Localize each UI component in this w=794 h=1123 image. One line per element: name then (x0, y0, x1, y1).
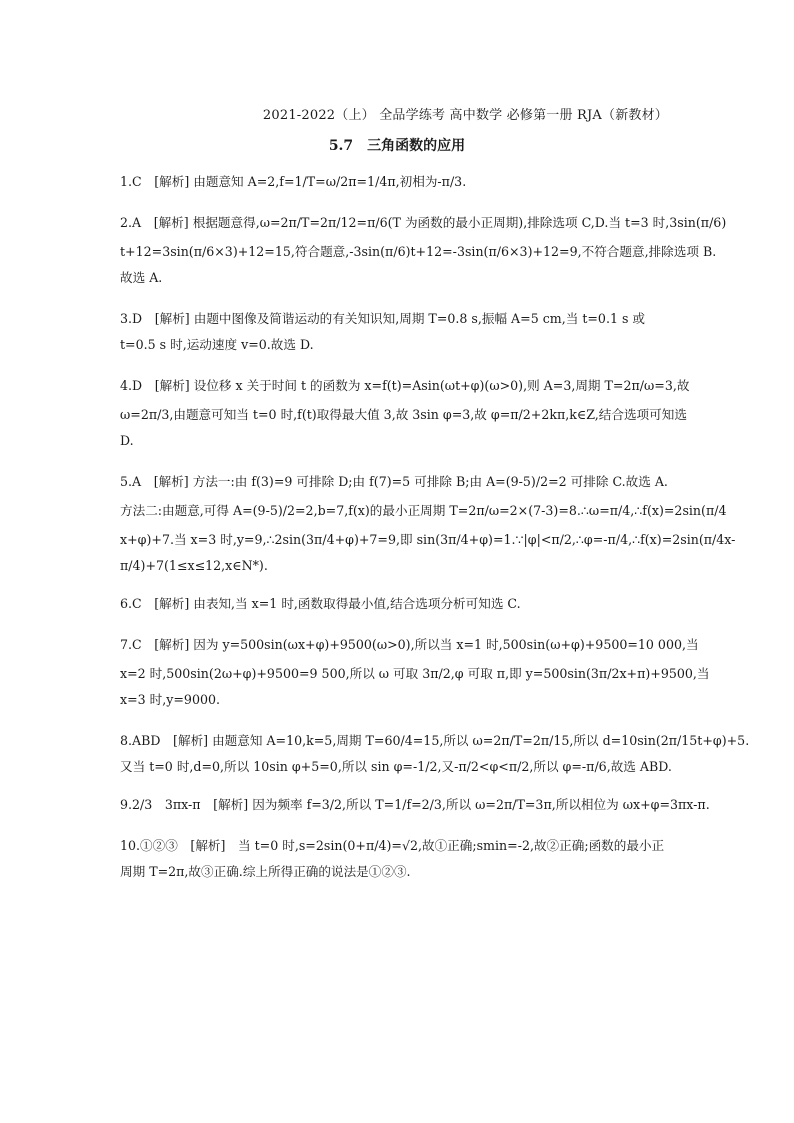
answer-line: 3.D [解析] 由题中图像及简谐运动的有关知识知,周期 T=0.8 s,振幅 A=5 cm,当 t=0.1 s 或 (120, 311, 646, 326)
answer-line: π/4)+7(1≤x≤12,x∈N*). (120, 558, 268, 573)
answer-item-10 (120, 831, 678, 884)
running-header: 2021-2022（上） 全品学练考 高中数学 必修第一册 RJA（新教材） (262, 108, 668, 123)
answer-line: 8.ABD [解析] 由题意知 A=10,k=5,周期 T=60/4=15,所以 ω=2π/T=2π/15,所以 d=10sin(2π/15t+φ)+5. (120, 733, 750, 748)
answer-line: 5.A [解析] 方法一:由 f(3)=9 可排除 D;由 f(7)=5 可排除 B;由 A=(9-5)/2=2 可排除 C.故选 A. (120, 474, 668, 489)
answer-line: 4.D [解析] 设位移 x 关于时间 t 的函数为 x=f(t)=Asin(ωt+φ)(ω>0),则 A=3,周期 T=2π/ω=3,故 (120, 378, 690, 393)
answer-line: 方法二:由题意,可得 A=(9-5)/2=2,b=7,f(x)的最小正周期 T=2π/ω=2×(7-3)=8.∴ω=π/4,∴f(x)=2sin(π/4 (120, 503, 727, 518)
answer-item-4 (120, 371, 690, 453)
answer-line: x=3 时,y=9000. (120, 692, 220, 707)
answer-line: 6.C [解析] 由表知,当 x=1 时,函数取得最小值,结合选项分析可知选 C. (120, 596, 521, 611)
answer-item-3 (120, 304, 678, 357)
answer-list (120, 170, 750, 898)
answer-line: x=2 时,500sin(2ω+φ)+9500=9 500,所以 ω 可取 3π/2,φ 可取 π,即 y=500sin(3π/2x+π)+9500,当 (120, 666, 710, 681)
answer-line: 1.C [解析] 由题意知 A=2,f=1/T=ω/2π=1/4π,初相为-π/3. (120, 174, 467, 189)
answer-line: D. (120, 433, 134, 448)
answer-line: ω=2π/3,由题意可知当 t=0 时,f(t)取得最大值 3,故 3sin φ=3,故 φ=π/2+2kπ,k∈Z,结合选项可知选 (120, 407, 687, 422)
answer-line: t+12=3sin(π/6×3)+12=15,符合题意,-3sin(π/6)t+12=-3sin(π/6×3)+12=9,不符合题意,排除选项 B. (120, 244, 717, 259)
answer-line: 周期 T=2π,故③正确.综上所得正确的说法是①②③. (120, 864, 411, 879)
answer-line: t=0.5 s 时,运动速度 v=0.故选 D. (120, 337, 314, 352)
answer-line: x+φ)+7.当 x=3 时,y=9,∴2sin(3π/4+φ)+7=9,即 sin(3π/4+φ)=1.∵|φ|<π/2,∴φ=-π/4,∴f(x)=2sin(π/4x- (120, 532, 736, 547)
answer-item-5 (120, 467, 736, 578)
answer-item-2 (120, 208, 727, 290)
answer-item-7 (120, 630, 710, 712)
answer-item-9 (120, 793, 710, 817)
answer-line: 故选 A. (120, 270, 163, 285)
answer-line: 2.A [解析] 根据题意得,ω=2π/T=2π/12=π/6(T 为函数的最小正周期),排除选项 C,D.当 t=3 时,3sin(π/6) (120, 215, 727, 230)
answer-item-6 (120, 592, 678, 616)
answer-line: 10.①②③ [解析] 当 t=0 时,s=2sin(0+π/4)=√2,故①正确;smin=-2,故②正确;函数的最小正 (120, 838, 665, 853)
answer-item-8 (120, 726, 750, 779)
answer-line: 9.2/3 3πx-π [解析] 因为频率 f=3/2,所以 T=1/f=2/3,所以 ω=2π/T=3π,所以相位为 ωx+φ=3πx-π. (120, 797, 710, 812)
answer-line: 又当 t=0 时,d=0,所以 10sin φ+5=0,所以 sin φ=-1/2,又-π/2<φ<π/2,所以 φ=-π/6,故选 ABD. (120, 759, 672, 774)
answer-item-1 (120, 170, 678, 194)
section-title: 5.7 三角函数的应用 (328, 138, 466, 154)
answer-line: 7.C [解析] 因为 y=500sin(ωx+φ)+9500(ω>0),所以当 x=1 时,500sin(ω+φ)+9500=10 000,当 (120, 637, 699, 652)
